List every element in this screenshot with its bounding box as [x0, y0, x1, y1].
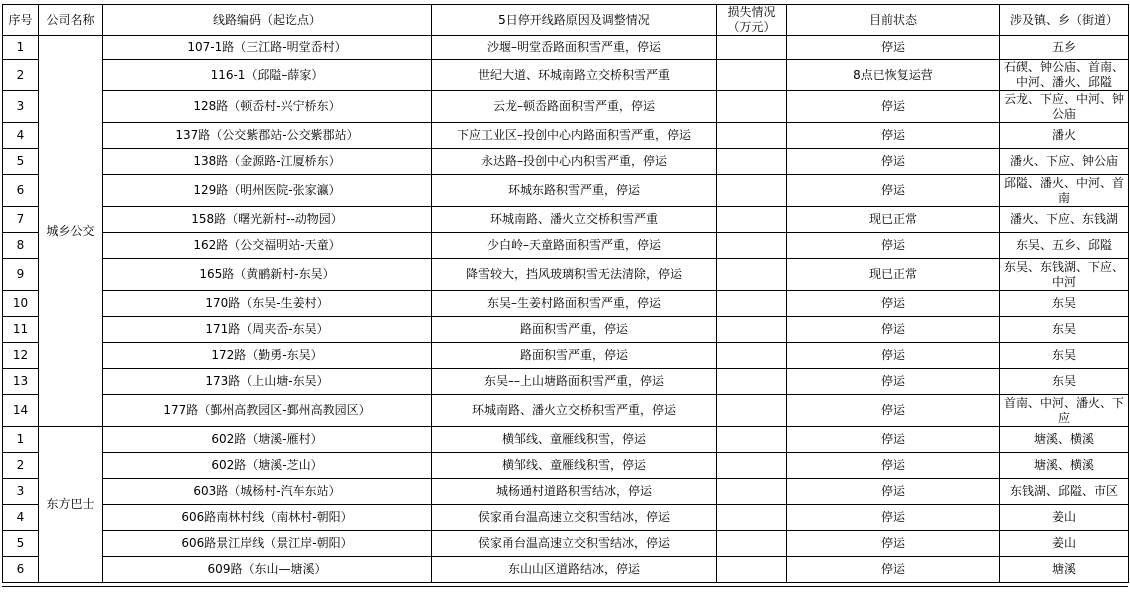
row-number: 3 [3, 479, 39, 505]
table-row [3, 233, 1129, 259]
affected-area: 姜山 [1000, 505, 1129, 531]
loss-amount [717, 453, 787, 479]
affected-area: 首南、中河、潘火、下应 [1000, 395, 1129, 427]
suspension-reason: 城杨通村道路积雪结冰，停运 [432, 479, 717, 505]
route-code: 606路南林村线（南林村-朝阳） [103, 505, 432, 531]
route-code: 138路（金源路-江厦桥东） [103, 149, 432, 175]
header-cell: 损失情况（万元） [717, 5, 787, 36]
loss-amount [717, 479, 787, 505]
row-number: 5 [3, 149, 39, 175]
table-body [3, 36, 1129, 583]
current-status: 停运 [787, 427, 1000, 453]
current-status: 停运 [787, 369, 1000, 395]
bottom-divider [2, 586, 1128, 587]
loss-amount [717, 531, 787, 557]
table-row [3, 60, 1129, 91]
affected-area: 潘火、下应、钟公庙 [1000, 149, 1129, 175]
loss-amount [717, 505, 787, 531]
current-status: 停运 [787, 233, 1000, 259]
current-status: 停运 [787, 479, 1000, 505]
loss-amount [717, 369, 787, 395]
route-code: 165路（黄鹂新村-东吴） [103, 259, 432, 291]
loss-amount [717, 343, 787, 369]
table-row [3, 453, 1129, 479]
current-status: 停运 [787, 91, 1000, 123]
affected-area: 潘火 [1000, 123, 1129, 149]
table-row [3, 291, 1129, 317]
suspension-reason: 东山山区道路结冰，停运 [432, 557, 717, 583]
row-number: 1 [3, 427, 39, 453]
affected-area: 五乡 [1000, 36, 1129, 60]
table-row [3, 149, 1129, 175]
suspension-reason: 侯家甬台温高速立交积雪结冰，停运 [432, 505, 717, 531]
affected-area: 潘火、下应、东钱湖 [1000, 207, 1129, 233]
suspension-reason: 东吴–生姜村路面积雪严重，停运 [432, 291, 717, 317]
current-status: 停运 [787, 175, 1000, 207]
affected-area: 东吴 [1000, 369, 1129, 395]
current-status: 8点已恢复运营 [787, 60, 1000, 91]
row-number: 9 [3, 259, 39, 291]
table-row [3, 557, 1129, 583]
table-row [3, 343, 1129, 369]
current-status: 停运 [787, 149, 1000, 175]
affected-area: 东吴 [1000, 343, 1129, 369]
current-status: 停运 [787, 505, 1000, 531]
table-row [3, 531, 1129, 557]
row-number: 13 [3, 369, 39, 395]
route-code: 170路（东吴-生姜村） [103, 291, 432, 317]
loss-amount [717, 36, 787, 60]
loss-amount [717, 91, 787, 123]
current-status: 停运 [787, 291, 1000, 317]
loss-amount [717, 317, 787, 343]
affected-area: 石碶、钟公庙、首南、中河、潘火、邱隘 [1000, 60, 1129, 91]
row-number: 12 [3, 343, 39, 369]
suspension-reason: 横邹线、童雁线积雪，停运 [432, 453, 717, 479]
table-row [3, 427, 1129, 453]
row-number: 6 [3, 175, 39, 207]
table-row [3, 91, 1129, 123]
current-status: 停运 [787, 557, 1000, 583]
route-code: 107-1路（三江路-明堂岙村） [103, 36, 432, 60]
company-name: 东方巴士 [39, 427, 103, 583]
route-code: 162路（公交福明站-天童） [103, 233, 432, 259]
loss-amount [717, 395, 787, 427]
table-row [3, 36, 1129, 60]
suspension-reason: 下应工业区–投创中心内路面积雪严重，停运 [432, 123, 717, 149]
loss-amount [717, 233, 787, 259]
row-number: 8 [3, 233, 39, 259]
affected-area: 东吴 [1000, 291, 1129, 317]
loss-amount [717, 291, 787, 317]
suspension-reason: 横邹线、童雁线积雪，停运 [432, 427, 717, 453]
row-number: 6 [3, 557, 39, 583]
row-number: 2 [3, 453, 39, 479]
row-number: 7 [3, 207, 39, 233]
suspension-reason: 环城南路、潘火立交桥积雪严重 [432, 207, 717, 233]
route-code: 602路（塘溪-雁村） [103, 427, 432, 453]
affected-area: 塘溪、横溪 [1000, 453, 1129, 479]
suspension-reason: 环城南路、潘火立交桥积雪严重，停运 [432, 395, 717, 427]
loss-amount [717, 427, 787, 453]
route-code: 173路（上山塘-东吴） [103, 369, 432, 395]
current-status: 停运 [787, 395, 1000, 427]
row-number: 2 [3, 60, 39, 91]
header-row [3, 5, 1129, 36]
header-cell: 目前状态 [787, 5, 1000, 36]
table-row [3, 317, 1129, 343]
table-row [3, 207, 1129, 233]
row-number: 4 [3, 505, 39, 531]
route-code: 129路（明州医院-张家瀛） [103, 175, 432, 207]
current-status: 停运 [787, 343, 1000, 369]
current-status: 停运 [787, 531, 1000, 557]
table-row [3, 259, 1129, 291]
suspension-reason: 云龙–顿岙路面积雪严重，停运 [432, 91, 717, 123]
route-code: 609路（东山—塘溪） [103, 557, 432, 583]
suspension-reason: 环城东路积雪严重，停运 [432, 175, 717, 207]
route-code: 116-1（邱隘–薛家） [103, 60, 432, 91]
route-code: 171路（周夹岙-东吴） [103, 317, 432, 343]
table-row [3, 369, 1129, 395]
row-number: 5 [3, 531, 39, 557]
loss-amount [717, 175, 787, 207]
header-cell: 线路编码（起讫点） [103, 5, 432, 36]
suspension-reason: 少白岭–天童路面积雪严重，停运 [432, 233, 717, 259]
header-cell: 序号 [3, 5, 39, 36]
route-code: 158路（曙光新村--动物园） [103, 207, 432, 233]
table-row [3, 505, 1129, 531]
route-code: 602路（塘溪-芝山） [103, 453, 432, 479]
affected-area: 姜山 [1000, 531, 1129, 557]
row-number: 3 [3, 91, 39, 123]
suspension-reason: 永达路–投创中心内积雪严重，停运 [432, 149, 717, 175]
loss-amount [717, 207, 787, 233]
current-status: 停运 [787, 317, 1000, 343]
company-name: 城乡公交 [39, 36, 103, 427]
suspension-reason: 世纪大道、环城南路立交桥积雪严重 [432, 60, 717, 91]
current-status: 现已正常 [787, 207, 1000, 233]
row-number: 14 [3, 395, 39, 427]
route-code: 606路景江岸线（景江岸-朝阳） [103, 531, 432, 557]
affected-area: 东吴、东钱湖、下应、中河 [1000, 259, 1129, 291]
route-code: 172路（勤勇-东吴） [103, 343, 432, 369]
route-code: 128路（顿岙村-兴宁桥东） [103, 91, 432, 123]
table-row [3, 395, 1129, 427]
suspension-reason: 东吴––上山塘路面积雪严重，停运 [432, 369, 717, 395]
row-number: 1 [3, 36, 39, 60]
route-code: 137路（公交紫郡站-公交紫郡站） [103, 123, 432, 149]
affected-area: 东吴 [1000, 317, 1129, 343]
header-cell: 涉及镇、乡（街道） [1000, 5, 1129, 36]
suspension-reason: 路面积雪严重，停运 [432, 317, 717, 343]
route-code: 603路（城杨村-汽车东站） [103, 479, 432, 505]
affected-area: 塘溪 [1000, 557, 1129, 583]
current-status: 停运 [787, 36, 1000, 60]
current-status: 停运 [787, 453, 1000, 479]
current-status: 停运 [787, 123, 1000, 149]
affected-area: 邱隘、潘火、中河、首南 [1000, 175, 1129, 207]
loss-amount [717, 123, 787, 149]
header-cell: 5日停开线路原因及调整情况 [432, 5, 717, 36]
suspension-reason: 路面积雪严重，停运 [432, 343, 717, 369]
current-status: 现已正常 [787, 259, 1000, 291]
row-number: 11 [3, 317, 39, 343]
suspension-reason: 侯家甬台温高速立交积雪结冰，停运 [432, 531, 717, 557]
table-row [3, 479, 1129, 505]
loss-amount [717, 557, 787, 583]
affected-area: 云龙、下应、中河、钟公庙 [1000, 91, 1129, 123]
loss-amount [717, 60, 787, 91]
route-code: 177路（鄞州高教园区-鄞州高教园区） [103, 395, 432, 427]
header-cell: 公司名称 [39, 5, 103, 36]
loss-amount [717, 259, 787, 291]
affected-area: 东钱湖、邱隘、市区 [1000, 479, 1129, 505]
loss-amount [717, 149, 787, 175]
affected-area: 塘溪、横溪 [1000, 427, 1129, 453]
route-suspension-table [2, 4, 1129, 583]
affected-area: 东吴、五乡、邱隘 [1000, 233, 1129, 259]
suspension-reason: 降雪较大，挡风玻璃积雪无法清除，停运 [432, 259, 717, 291]
table-row [3, 175, 1129, 207]
table-row [3, 123, 1129, 149]
row-number: 4 [3, 123, 39, 149]
row-number: 10 [3, 291, 39, 317]
suspension-reason: 沙堰–明堂岙路面积雪严重，停运 [432, 36, 717, 60]
